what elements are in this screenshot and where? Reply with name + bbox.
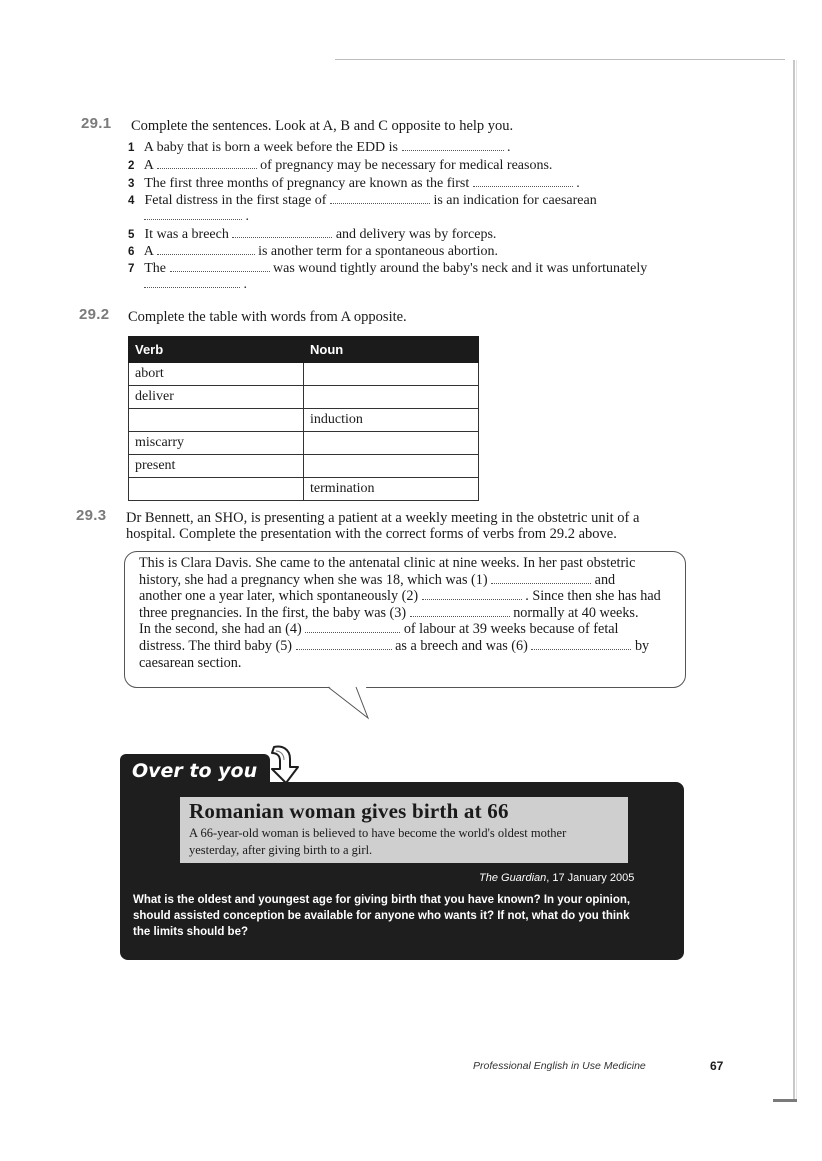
answer-blank[interactable] <box>473 175 573 187</box>
clipping-line: yesterday, after giving birth to a girl. <box>189 843 373 857</box>
text-fragment: of labour at 39 weeks because of fetal <box>403 621 619 638</box>
table-cell: present <box>129 455 304 478</box>
answer-blank[interactable] <box>144 208 242 220</box>
item-text: is another term for a spontaneous abortion. <box>258 244 498 259</box>
answer-blank[interactable] <box>157 243 255 255</box>
exercise-instruction: hospital. Complete the presentation with the correct forms of verbs from 29.2 above. <box>126 526 617 542</box>
clipping-headline: Romanian woman gives birth at 66 <box>189 799 509 823</box>
text-fragment: history, she had a pregnancy when she was 18, which was (1) <box>139 571 488 588</box>
table-cell-answer[interactable] <box>304 363 479 386</box>
table-cell: miscarry <box>129 432 304 455</box>
table-cell: termination <box>304 478 479 501</box>
item-text: A <box>143 244 154 259</box>
down-right-arrow-icon <box>264 743 304 787</box>
book-title: Professional English in Use Medicine <box>473 1060 646 1072</box>
list-item <box>128 243 498 260</box>
list-item <box>128 175 580 192</box>
clipping-text <box>189 825 619 859</box>
text-fragment: three pregnancies. In the first, the baby was (3) <box>139 604 407 621</box>
item-text: of pregnancy may be necessary for medical reasons. <box>260 158 553 173</box>
item-text: The <box>144 261 167 276</box>
question-line: should assisted conception be available for anyone who wants it? If not, what do you think <box>133 910 630 922</box>
text-fragment: . Since then she has had <box>525 588 661 605</box>
exercise-instruction: Complete the sentences. Look at A, B and C opposite to help you. <box>131 118 514 134</box>
source-publication: The Guardian <box>479 872 547 884</box>
table-header-row <box>129 337 479 363</box>
list-item <box>128 192 597 209</box>
text-line: caesarean section. <box>139 654 242 671</box>
speech-bubble-tail <box>326 686 378 720</box>
page-number: 67 <box>710 1059 724 1073</box>
answer-blank[interactable] <box>296 638 392 650</box>
item-text: and delivery was by forceps. <box>335 227 497 242</box>
table-cell-answer[interactable] <box>129 409 304 432</box>
clipping-source <box>479 872 634 884</box>
page-edge-mark <box>773 1099 797 1102</box>
table-cell: induction <box>304 409 479 432</box>
item-text: The first three months of pregnancy are known as the first <box>144 176 470 191</box>
text-line <box>139 638 674 655</box>
item-text: It was a breech <box>144 227 229 242</box>
text-line <box>139 605 674 622</box>
item-text: . <box>507 140 511 155</box>
table-cell-answer[interactable] <box>304 432 479 455</box>
answer-blank[interactable] <box>531 638 631 650</box>
text-line: This is Clara Davis. She came to the antenatal clinic at nine weeks. In her past obstetric <box>139 555 636 571</box>
text-line <box>139 588 674 605</box>
clipping-line: A 66-year-old woman is believed to have become the world's oldest mother <box>189 826 567 840</box>
text-fragment: as a breech and was (6) <box>395 637 528 654</box>
text-fragment: normally at 40 weeks. <box>513 604 639 621</box>
list-item <box>128 157 552 174</box>
table-row <box>129 432 479 455</box>
list-item-continuation <box>144 208 249 225</box>
text-line <box>139 621 674 638</box>
text-line <box>139 572 674 589</box>
answer-blank[interactable] <box>402 139 504 151</box>
table-cell: deliver <box>129 386 304 409</box>
exercise-instruction: Dr Bennett, an SHO, is presenting a patient at a weekly meeting in the obstetric unit of a <box>126 510 640 526</box>
question-line: What is the oldest and youngest age for giving birth that you have known? In your opinion, <box>133 894 631 906</box>
answer-blank[interactable] <box>170 260 270 272</box>
item-text: A baby that is born a week before the EDD is <box>143 140 398 155</box>
item-text: . <box>576 176 580 191</box>
item-number: 2 <box>128 160 135 172</box>
exercise-number: 29.2 <box>79 306 110 323</box>
over-to-you-title: Over to you <box>132 760 258 782</box>
exercise-number: 29.3 <box>76 507 107 524</box>
item-text: Fetal distress in the first stage of <box>144 193 327 208</box>
table-cell-answer[interactable] <box>304 386 479 409</box>
table-cell: abort <box>129 363 304 386</box>
exercise-number: 29.1 <box>81 115 112 132</box>
item-number: 1 <box>128 142 135 154</box>
item-number: 3 <box>128 178 135 190</box>
item-text: . <box>245 209 249 224</box>
answer-blank[interactable] <box>330 192 430 204</box>
column-header-noun: Noun <box>304 337 479 363</box>
answer-blank[interactable] <box>422 588 522 600</box>
page-top-rule <box>335 59 785 60</box>
source-date: , 17 January 2005 <box>546 872 635 884</box>
table-row <box>129 409 479 432</box>
answer-blank[interactable] <box>144 276 240 288</box>
list-item <box>128 260 647 277</box>
table-cell-answer[interactable] <box>304 455 479 478</box>
text-fragment: and <box>594 571 616 588</box>
page-edge-line <box>793 60 795 1100</box>
item-text: A <box>143 158 154 173</box>
list-item-continuation <box>144 276 247 293</box>
list-item <box>128 139 511 156</box>
item-number: 4 <box>128 195 135 207</box>
question-line: the limits should be? <box>133 926 249 938</box>
table-row <box>129 478 479 501</box>
verb-noun-table <box>128 336 479 501</box>
answer-blank[interactable] <box>232 226 332 238</box>
presentation-text <box>139 555 674 671</box>
discussion-question <box>133 892 673 940</box>
item-text: was wound tightly around the baby's neck and it was unfortunately <box>273 261 648 276</box>
item-text: . <box>243 277 247 292</box>
answer-blank[interactable] <box>305 621 400 633</box>
exercise-instruction: Complete the table with words from A opposite. <box>128 309 407 325</box>
answer-blank[interactable] <box>491 572 591 584</box>
item-text: is an indication for caesarean <box>433 193 597 208</box>
text-fragment: distress. The third baby (5) <box>139 637 293 654</box>
table-row <box>129 363 479 386</box>
text-fragment: another one a year later, which spontaneously (2) <box>139 588 419 605</box>
table-cell-answer[interactable] <box>129 478 304 501</box>
item-number: 6 <box>128 246 135 258</box>
page-edge-line-shadow <box>796 60 797 1100</box>
item-number: 5 <box>128 229 135 241</box>
table-row <box>129 386 479 409</box>
answer-blank[interactable] <box>157 157 257 169</box>
list-item <box>128 226 496 243</box>
item-number: 7 <box>128 263 135 275</box>
answer-blank[interactable] <box>410 605 510 617</box>
text-fragment: In the second, she had an (4) <box>139 621 302 638</box>
text-fragment: by <box>634 637 650 654</box>
column-header-verb: Verb <box>129 337 304 363</box>
table-row <box>129 455 479 478</box>
